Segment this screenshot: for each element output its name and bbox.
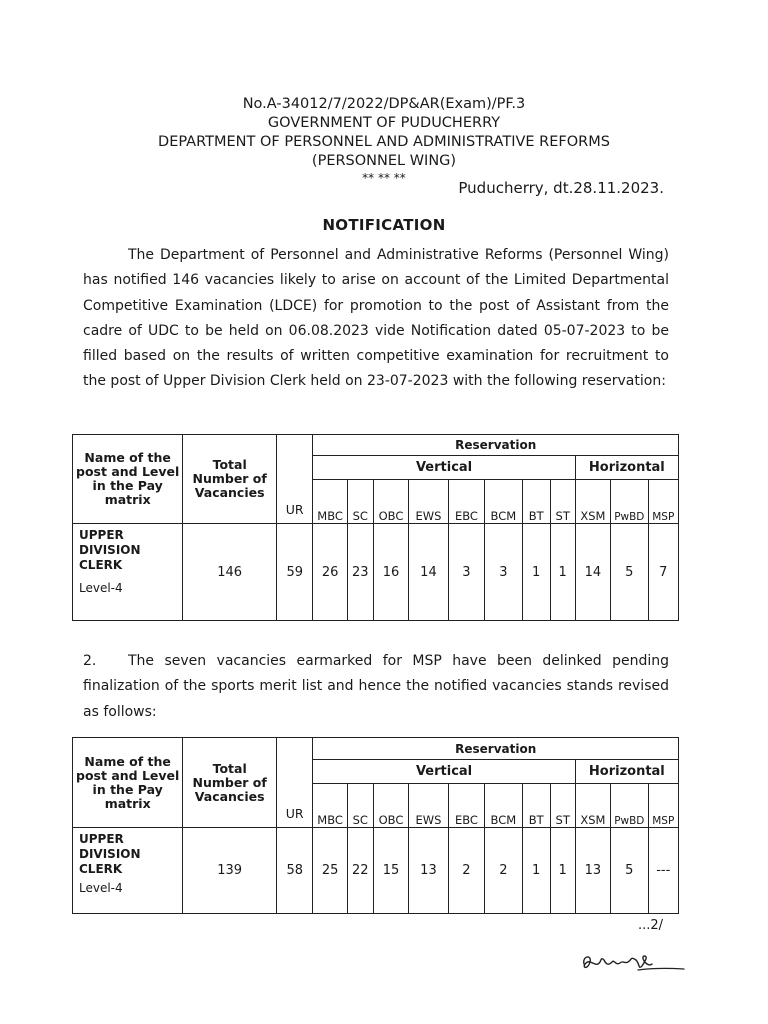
header-ews: EWS (409, 784, 449, 828)
header-sc: SC (347, 480, 373, 524)
value-mbc: 25 (313, 828, 347, 914)
paragraph-2 (83, 649, 669, 725)
letter-header (0, 95, 768, 185)
reference-number: No.A-34012/7/2022/DP&AR(Exam)/PF.3 (242, 96, 526, 112)
reservation-table-revised (72, 737, 679, 914)
header-vertical: Vertical (313, 456, 575, 480)
header-ews: EWS (409, 480, 449, 524)
header-vertical: Vertical (313, 760, 575, 784)
value-pwbd: 5 (611, 524, 648, 621)
header-obc: OBC (373, 480, 408, 524)
header-xsm: XSM (575, 784, 610, 828)
table-row (73, 828, 679, 914)
header-stars: ** ** ** (362, 171, 406, 185)
value-obc: 16 (373, 524, 408, 621)
post-cell (73, 524, 183, 621)
value-st: 1 (550, 524, 575, 621)
reservation-table-original (72, 434, 679, 621)
wing-name: (PERSONNEL WING) (311, 153, 457, 169)
header-bcm: BCM (485, 784, 522, 828)
value-sc: 23 (347, 524, 373, 621)
header-ur: UR (277, 435, 313, 524)
header-post-name: Name of the post and Level in the Pay matrix (73, 435, 183, 524)
post-level: Level-4 (79, 881, 123, 895)
post-name: UPPER DIVISION CLERK (79, 528, 141, 572)
signature-icon (578, 946, 688, 982)
notification-title: NOTIFICATION (322, 216, 446, 234)
post-cell (73, 828, 183, 914)
value-ur: 58 (277, 828, 313, 914)
header-ebc: EBC (448, 784, 484, 828)
header-pwbd: PwBD (611, 784, 648, 828)
header-xsm: XSM (575, 480, 610, 524)
notification-date: Puducherry, dt.28.11.2023. (458, 179, 664, 197)
value-st: 1 (550, 828, 575, 914)
value-bcm: 3 (485, 524, 522, 621)
header-obc: OBC (373, 784, 408, 828)
table-row (73, 524, 679, 621)
header-total-vacancies: Total Number of Vacancies (183, 435, 277, 524)
header-msp: MSP (648, 480, 678, 524)
value-msp: 7 (648, 524, 678, 621)
header-mbc: MBC (313, 784, 347, 828)
header-sc: SC (347, 784, 373, 828)
header-reservation: Reservation (313, 738, 679, 760)
header-horizontal: Horizontal (575, 760, 678, 784)
government-name: GOVERNMENT OF PUDUCHERRY (267, 115, 501, 131)
value-ur: 59 (277, 524, 313, 621)
value-bt: 1 (522, 828, 550, 914)
value-xsm: 13 (575, 828, 610, 914)
header-st: ST (550, 784, 575, 828)
value-ebc: 3 (448, 524, 484, 621)
value-ews: 13 (409, 828, 449, 914)
header-horizontal: Horizontal (575, 456, 678, 480)
header-bt: BT (522, 784, 550, 828)
header-ebc: EBC (448, 480, 484, 524)
value-ews: 14 (409, 524, 449, 621)
paragraph-1-text: The Department of Personnel and Administrative Reforms (Personnel Wing) has notified 146 vacancies likely to arise on account of the Limited Departmental Competitive Examination (LDCE) for promotion to the post of Assistant from the cadre of UDC to be held on 06.08.2023 vide Notification dated 05-07-2023 to be filled based on the results of written competitive examination for recruitment to the post of Upper Division Clerk held on 23-07-2023 with the following reservation: (83, 247, 669, 390)
header-ur: UR (277, 738, 313, 828)
value-pwbd: 5 (611, 828, 648, 914)
paragraph-2-number: 2. (83, 653, 97, 669)
header-mbc: MBC (313, 480, 347, 524)
post-name: UPPER DIVISION CLERK (79, 832, 141, 876)
paragraph-1 (83, 243, 669, 395)
header-bcm: BCM (485, 480, 522, 524)
header-msp: MSP (648, 784, 678, 828)
total-vacancies: 139 (183, 828, 277, 914)
header-total-vacancies: Total Number of Vacancies (183, 738, 277, 828)
header-pwbd: PwBD (611, 480, 648, 524)
header-st: ST (550, 480, 575, 524)
page-continuation: ...2/ (637, 918, 663, 933)
department-name: DEPARTMENT OF PERSONNEL AND ADMINISTRATIVE REFORMS (158, 134, 610, 150)
post-level: Level-4 (79, 581, 123, 595)
header-reservation: Reservation (313, 435, 679, 456)
header-post-name: Name of the post and Level in the Pay matrix (73, 738, 183, 828)
value-bt: 1 (522, 524, 550, 621)
value-obc: 15 (373, 828, 408, 914)
value-msp: --- (648, 828, 678, 914)
value-xsm: 14 (575, 524, 610, 621)
header-bt: BT (522, 480, 550, 524)
value-ebc: 2 (448, 828, 484, 914)
paragraph-2-text: The seven vacancies earmarked for MSP have been delinked pending finalization of the sports merit list and hence the notified vacancies stands revised as follows: (83, 653, 669, 720)
value-sc: 22 (347, 828, 373, 914)
total-vacancies: 146 (183, 524, 277, 621)
value-mbc: 26 (313, 524, 347, 621)
value-bcm: 2 (485, 828, 522, 914)
